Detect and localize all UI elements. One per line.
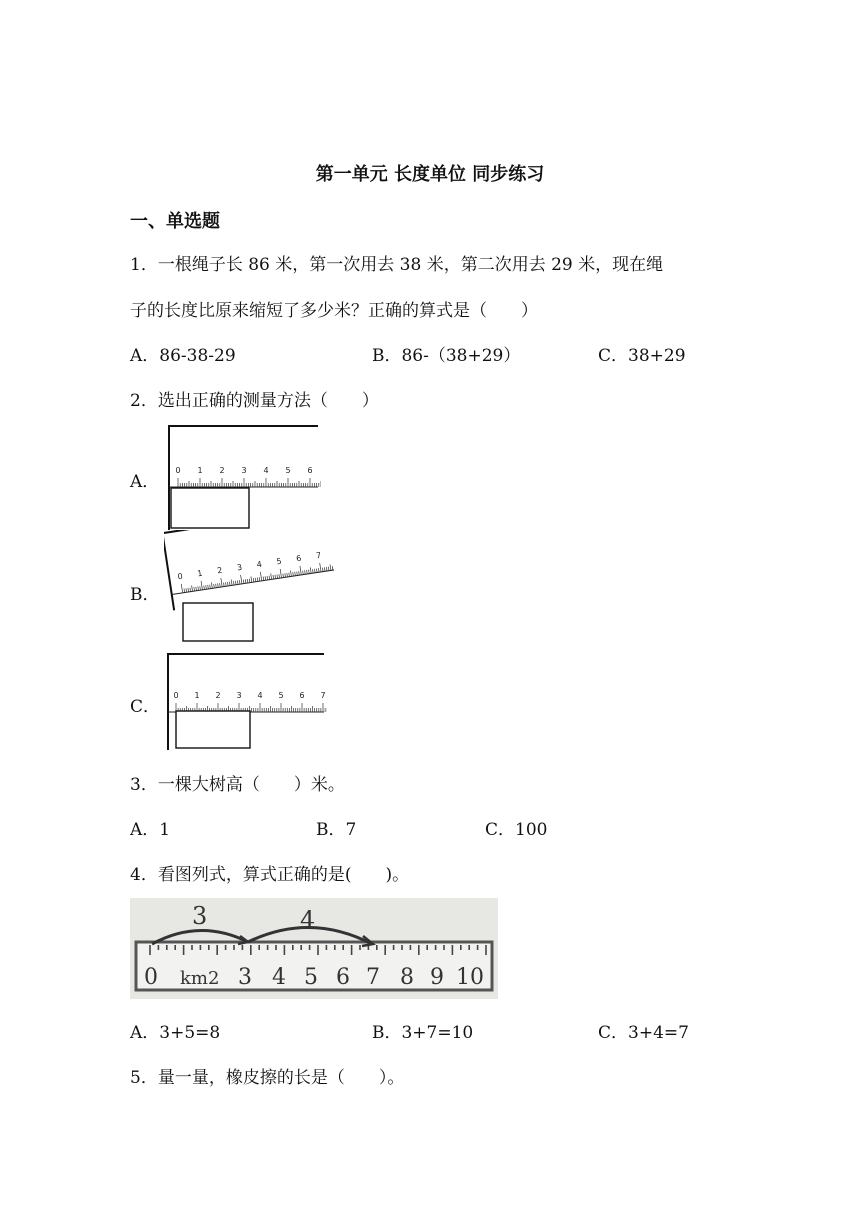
ruler-tick: [235, 581, 236, 585]
ruler-tick: [231, 579, 232, 585]
ruler-tick: [201, 581, 202, 590]
number-line-ruler-photo: [130, 898, 498, 999]
ruler-tick: [245, 579, 246, 583]
ruler-number: 4: [263, 466, 269, 475]
q4-option-c[interactable]: C．3+4=7: [598, 1023, 689, 1043]
ruler-tick: [181, 584, 182, 593]
ruler-tick: [221, 578, 222, 587]
ruler-label-5: 5: [304, 965, 318, 990]
ruler-tick: [241, 575, 242, 584]
ruler-tick: [326, 567, 327, 571]
ruler-tick: [300, 566, 301, 575]
ruler-tick: [198, 586, 199, 590]
ruler-tick: [260, 572, 261, 581]
ruler-tick: [315, 569, 316, 573]
ruler-tick: [320, 563, 321, 572]
ruler-tick: [293, 572, 294, 576]
ruler-number: 1: [194, 691, 200, 700]
q1-option-b[interactable]: B．86-（38+29）: [372, 346, 521, 366]
ruler-tick: [208, 585, 209, 589]
ruler-tick: [249, 579, 250, 583]
ruler-tick: [247, 579, 248, 583]
ruler-tick: [204, 586, 205, 590]
ruler-tick: [228, 582, 229, 586]
ruler-tick: [186, 588, 187, 592]
ruler-tick: [184, 589, 185, 593]
ruler-number: 5: [278, 691, 284, 700]
ruler-tick: [287, 573, 288, 577]
ruler-tick: [313, 569, 314, 573]
question-3-text: 3．一棵大树高（ ）米。: [130, 775, 345, 795]
question-5-text: 5．量一量，橡皮擦的长是（ ）。: [130, 1068, 405, 1088]
ruler-number: 6: [307, 466, 313, 475]
question-1-line-2: 子的长度比原来缩短了多少米？正确的算式是（ ）: [130, 301, 538, 321]
q3-option-b[interactable]: B．7: [316, 820, 357, 840]
ruler-tick: [253, 578, 254, 582]
ruler-tick: [188, 588, 189, 592]
ruler-tick: [265, 576, 266, 580]
ruler-tick: [283, 574, 284, 578]
ruler-number: 1: [197, 466, 203, 475]
ruler-tick: [224, 583, 225, 587]
ruler-tick: [255, 578, 256, 582]
ruler-label-km2: km2: [180, 968, 220, 989]
ruler-tick: [233, 581, 234, 585]
ruler-tick: [273, 575, 274, 579]
ruler-tick: [324, 567, 325, 571]
question-4-text: 4．看图列式，算式正确的是( )。: [130, 865, 410, 885]
page-title: 第一单元 长度单位 同步练习: [315, 164, 545, 185]
ruler-tick: [307, 570, 308, 574]
ruler-tick: [328, 567, 329, 571]
ruler-tick: [271, 573, 272, 579]
ruler-tick: [211, 582, 212, 588]
ruler-tick: [243, 580, 244, 584]
ruler-number: 7: [320, 691, 326, 700]
ruler-tick: [263, 577, 264, 581]
ruler-tick: [214, 584, 215, 588]
ruler-figure-c: [165, 652, 327, 752]
ruler-number: 6: [295, 553, 303, 564]
q1-option-c[interactable]: C．38+29: [598, 346, 686, 366]
ruler-tick: [285, 573, 286, 577]
ruler-number: 0: [173, 691, 179, 700]
eraser-box-a: [171, 488, 249, 528]
ruler-label-4: 4: [272, 965, 286, 990]
ruler-number: 4: [256, 559, 263, 570]
ruler-tick: [218, 583, 219, 587]
ruler-number: 7: [315, 550, 322, 561]
ruler-tick: [295, 572, 296, 576]
eraser-box-b: [183, 603, 253, 641]
ruler-tick: [290, 570, 291, 576]
ruler-tick: [316, 569, 317, 573]
ruler-tick: [310, 567, 311, 573]
ruler-number: 5: [275, 556, 283, 567]
ruler-tick: [229, 582, 230, 586]
ruler-tick: [275, 575, 276, 579]
ruler-tick: [332, 566, 333, 570]
ruler-tick: [192, 585, 193, 591]
ruler-tick: [318, 568, 319, 572]
ruler-tick: [289, 573, 290, 577]
ruler-tick: [190, 588, 191, 592]
ruler-tick: [279, 574, 280, 578]
ruler-number: 6: [299, 691, 305, 700]
q2-option-b[interactable]: B．: [130, 585, 160, 605]
ruler-label-7: 7: [366, 965, 380, 990]
ruler-label-0: 0: [144, 965, 158, 990]
eraser-box-c: [176, 711, 250, 748]
question-2-text: 2．选出正确的测量方法（ ）: [130, 391, 379, 411]
ruler-tick: [239, 580, 240, 584]
ruler-tick: [206, 585, 207, 589]
ruler-tick: [322, 568, 323, 572]
ruler-number: 3: [236, 562, 243, 573]
ruler-number: 1: [196, 568, 204, 579]
ruler-tick: [237, 580, 238, 584]
ruler-tick: [196, 587, 197, 591]
ruler-b: [164, 530, 334, 610]
ruler-tick: [309, 570, 310, 574]
ruler-tick: [277, 575, 278, 579]
ruler-tick: [251, 576, 252, 582]
q3-option-c[interactable]: C．100: [485, 820, 548, 840]
ruler-figure-b: [164, 530, 334, 646]
q1-option-a[interactable]: A．86-38-29: [130, 346, 236, 366]
q4-option-a[interactable]: A．3+5=8: [130, 1023, 221, 1043]
ruler-label-3: 3: [238, 965, 252, 990]
ruler-tick: [226, 582, 227, 586]
ruler-tick: [269, 576, 270, 580]
ruler-tick: [194, 587, 195, 591]
ruler-number: 4: [257, 691, 263, 700]
ruler-tick: [297, 572, 298, 576]
ruler-tick: [303, 571, 304, 575]
q4-option-b[interactable]: B．3+7=10: [372, 1023, 474, 1043]
ruler-number: 3: [241, 466, 247, 475]
arc-label-1: 3: [192, 902, 208, 930]
arc-label-2: 4: [300, 906, 316, 934]
ruler-number: 3: [236, 691, 242, 700]
q2-option-c[interactable]: C．: [130, 697, 161, 717]
ruler-number: 0: [176, 571, 184, 582]
ruler-number: 2: [216, 565, 223, 576]
ruler-tick: [305, 570, 306, 574]
ruler-tick: [220, 583, 221, 587]
ruler-tick: [210, 585, 211, 589]
ruler-tick: [299, 571, 300, 575]
ruler-tick: [216, 584, 217, 588]
ruler-tick: [257, 578, 258, 582]
question-1-line-1: 1．一根绳子长 86 米，第一次用去 38 米，第二次用去 29 米，现在绳: [130, 255, 664, 275]
ruler-tick: [200, 586, 201, 590]
ruler-tick: [280, 569, 281, 578]
ruler-figure-a: [166, 424, 321, 534]
q3-option-a[interactable]: A．1: [130, 820, 171, 840]
ruler-number: 5: [285, 466, 291, 475]
ruler-number: 0: [175, 466, 181, 475]
ruler-label-10: 10: [456, 965, 484, 990]
ruler-label-9: 9: [430, 965, 444, 990]
ruler-tick: [330, 564, 331, 570]
ruler-number: 2: [219, 466, 225, 475]
ruler-number: 2: [215, 691, 221, 700]
ruler-tick: [259, 577, 260, 581]
section-heading: 一、单选题: [130, 211, 220, 232]
ruler-tick: [267, 576, 268, 580]
ruler-label-8: 8: [400, 965, 414, 990]
ruler-label-6: 6: [336, 965, 350, 990]
q2-option-a[interactable]: A．: [130, 472, 160, 492]
